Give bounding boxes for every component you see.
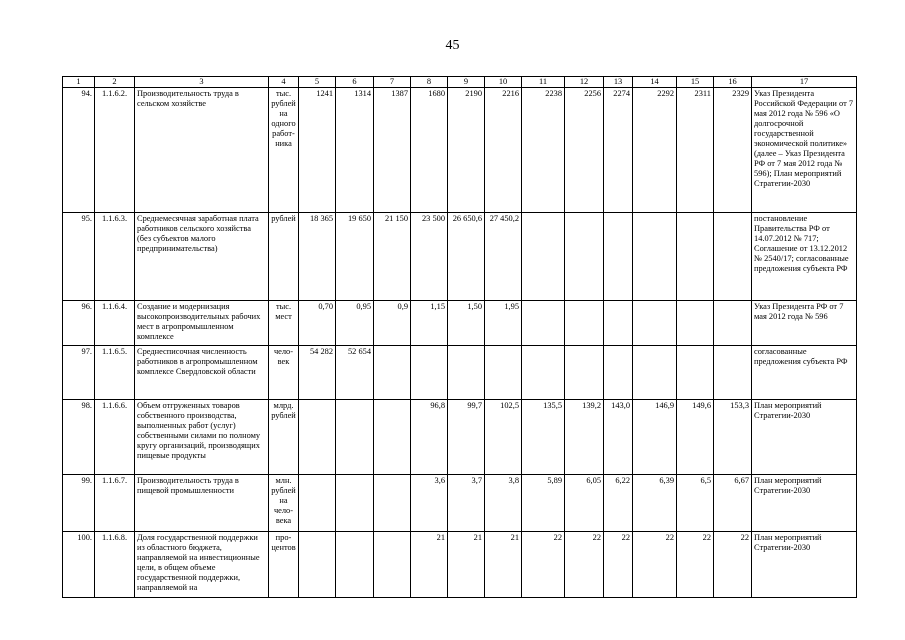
row-code: 1.1.6.5. xyxy=(95,346,135,400)
value-cell: 6,5 xyxy=(677,475,714,532)
value-cell: 96,8 xyxy=(411,400,448,475)
column-header-6: 6 xyxy=(336,77,374,88)
indicator-name: Производительность труда в пищевой промышленности xyxy=(135,475,269,532)
value-cell: 22 xyxy=(604,532,633,598)
value-cell: 1314 xyxy=(336,88,374,213)
unit-of-measure: млрд. рублей xyxy=(269,400,299,475)
value-cell: 22 xyxy=(522,532,565,598)
value-cell: 18 365 xyxy=(299,213,336,301)
value-cell: 139,2 xyxy=(565,400,604,475)
value-cell: 1241 xyxy=(299,88,336,213)
column-header-7: 7 xyxy=(374,77,411,88)
source-document: Указ Президента Российской Федерации от 7 мая 2012 года № 596 «О долгосрочной государственной экономической политике» (далее – Указ Президента РФ от 7 мая 2012 года № 596); План мероприятий Стратегии-2030 xyxy=(752,88,857,213)
table-row xyxy=(63,475,857,532)
value-cell xyxy=(336,532,374,598)
column-header-5: 5 xyxy=(299,77,336,88)
value-cell xyxy=(299,532,336,598)
value-cell: 3,7 xyxy=(448,475,485,532)
row-number: 97. xyxy=(63,346,95,400)
unit-of-measure: про-центов xyxy=(269,532,299,598)
value-cell: 0,95 xyxy=(336,301,374,346)
column-header-11: 11 xyxy=(522,77,565,88)
value-cell: 102,5 xyxy=(485,400,522,475)
value-cell xyxy=(677,213,714,301)
source-document: План мероприятий Стратегии-2030 xyxy=(752,400,857,475)
value-cell xyxy=(374,532,411,598)
column-header-14: 14 xyxy=(633,77,677,88)
value-cell: 3,8 xyxy=(485,475,522,532)
value-cell: 2256 xyxy=(565,88,604,213)
value-cell: 2311 xyxy=(677,88,714,213)
page-number: 45 xyxy=(445,38,460,53)
value-cell xyxy=(633,301,677,346)
table-row xyxy=(63,88,857,213)
value-cell: 1,50 xyxy=(448,301,485,346)
value-cell: 22 xyxy=(565,532,604,598)
value-cell: 149,6 xyxy=(677,400,714,475)
value-cell: 1680 xyxy=(411,88,448,213)
value-cell: 6,05 xyxy=(565,475,604,532)
value-cell: 22 xyxy=(677,532,714,598)
indicator-name: Объем отгруженных товаров собственного производства, выполненных работ (услуг) собственными силами по полному кругу организаций, производящих пищевые продукты xyxy=(135,400,269,475)
value-cell: 22 xyxy=(633,532,677,598)
value-cell xyxy=(411,346,448,400)
row-code: 1.1.6.4. xyxy=(95,301,135,346)
value-cell: 2238 xyxy=(522,88,565,213)
value-cell xyxy=(522,346,565,400)
value-cell: 19 650 xyxy=(336,213,374,301)
value-cell xyxy=(714,301,752,346)
value-cell: 2292 xyxy=(633,88,677,213)
value-cell xyxy=(714,213,752,301)
value-cell xyxy=(485,346,522,400)
value-cell xyxy=(633,213,677,301)
table-row xyxy=(63,532,857,598)
value-cell xyxy=(336,475,374,532)
table-row xyxy=(63,346,857,400)
row-number: 95. xyxy=(63,213,95,301)
column-header-4: 4 xyxy=(269,77,299,88)
row-number: 100. xyxy=(63,532,95,598)
value-cell: 54 282 xyxy=(299,346,336,400)
source-document: постановление Правительства РФ от 14.07.2012 № 717; Соглашение от 13.12.2012 № 2540/17; согласованные предложения субъекта РФ xyxy=(752,213,857,301)
value-cell: 2329 xyxy=(714,88,752,213)
value-cell: 21 xyxy=(485,532,522,598)
row-number: 96. xyxy=(63,301,95,346)
column-header-17: 17 xyxy=(752,77,857,88)
unit-of-measure: тыс. мест xyxy=(269,301,299,346)
value-cell xyxy=(299,400,336,475)
value-cell xyxy=(604,301,633,346)
value-cell: 21 xyxy=(448,532,485,598)
value-cell xyxy=(677,301,714,346)
value-cell: 23 500 xyxy=(411,213,448,301)
value-cell: 146,9 xyxy=(633,400,677,475)
column-header-10: 10 xyxy=(485,77,522,88)
column-header-row xyxy=(63,77,857,88)
row-code: 1.1.6.6. xyxy=(95,400,135,475)
value-cell: 52 654 xyxy=(336,346,374,400)
table-row xyxy=(63,400,857,475)
indicator-name: Доля государственной поддержки из областного бюджета, направляемой на инвестиционные цели, в общем объеме государственной поддержки, направляемой на xyxy=(135,532,269,598)
value-cell: 0,70 xyxy=(299,301,336,346)
value-cell: 2274 xyxy=(604,88,633,213)
row-number: 99. xyxy=(63,475,95,532)
value-cell xyxy=(374,475,411,532)
value-cell xyxy=(565,301,604,346)
row-number: 94. xyxy=(63,88,95,213)
column-header-9: 9 xyxy=(448,77,485,88)
value-cell xyxy=(565,213,604,301)
column-header-12: 12 xyxy=(565,77,604,88)
value-cell: 26 650,6 xyxy=(448,213,485,301)
unit-of-measure: рублей xyxy=(269,213,299,301)
column-header-2: 2 xyxy=(95,77,135,88)
value-cell xyxy=(374,346,411,400)
value-cell xyxy=(604,346,633,400)
value-cell: 6,39 xyxy=(633,475,677,532)
value-cell xyxy=(522,301,565,346)
indicator-name: Производительность труда в сельском хозяйстве xyxy=(135,88,269,213)
value-cell: 153,3 xyxy=(714,400,752,475)
column-header-13: 13 xyxy=(604,77,633,88)
value-cell xyxy=(604,213,633,301)
source-document: План мероприятий Стратегии-2030 xyxy=(752,475,857,532)
value-cell xyxy=(522,213,565,301)
row-code: 1.1.6.2. xyxy=(95,88,135,213)
value-cell: 27 450,2 xyxy=(485,213,522,301)
source-document: согласованные предложения субъекта РФ xyxy=(752,346,857,400)
value-cell xyxy=(374,400,411,475)
value-cell: 1387 xyxy=(374,88,411,213)
indicator-name: Среднемесячная заработная плата работников сельского хозяйства (без субъектов малого предпринимательства) xyxy=(135,213,269,301)
indicators-table xyxy=(62,76,857,598)
value-cell: 3,6 xyxy=(411,475,448,532)
value-cell: 2190 xyxy=(448,88,485,213)
row-number: 98. xyxy=(63,400,95,475)
value-cell xyxy=(336,400,374,475)
value-cell: 6,22 xyxy=(604,475,633,532)
value-cell: 1,15 xyxy=(411,301,448,346)
value-cell: 2216 xyxy=(485,88,522,213)
value-cell: 5,89 xyxy=(522,475,565,532)
value-cell xyxy=(299,475,336,532)
row-code: 1.1.6.7. xyxy=(95,475,135,532)
value-cell: 21 xyxy=(411,532,448,598)
unit-of-measure: млн. рублей на чело-века xyxy=(269,475,299,532)
column-header-1: 1 xyxy=(63,77,95,88)
value-cell: 22 xyxy=(714,532,752,598)
value-cell: 143,0 xyxy=(604,400,633,475)
value-cell: 21 150 xyxy=(374,213,411,301)
indicator-name: Среднесписочная численность работников в агропромышленном комплексе Свердловской области xyxy=(135,346,269,400)
row-code: 1.1.6.8. xyxy=(95,532,135,598)
value-cell: 1,95 xyxy=(485,301,522,346)
value-cell: 135,5 xyxy=(522,400,565,475)
column-header-3: 3 xyxy=(135,77,269,88)
value-cell xyxy=(565,346,604,400)
column-header-8: 8 xyxy=(411,77,448,88)
indicator-name: Создание и модернизация высокопроизводительных рабочих мест в агропромышленном комплексе xyxy=(135,301,269,346)
value-cell: 0,9 xyxy=(374,301,411,346)
column-header-15: 15 xyxy=(677,77,714,88)
column-header-16: 16 xyxy=(714,77,752,88)
unit-of-measure: чело-век xyxy=(269,346,299,400)
table-row xyxy=(63,213,857,301)
source-document: Указ Президента РФ от 7 мая 2012 года № 596 xyxy=(752,301,857,346)
value-cell xyxy=(448,346,485,400)
value-cell: 6,67 xyxy=(714,475,752,532)
value-cell xyxy=(633,346,677,400)
source-document: План мероприятий Стратегии-2030 xyxy=(752,532,857,598)
value-cell: 99,7 xyxy=(448,400,485,475)
row-code: 1.1.6.3. xyxy=(95,213,135,301)
value-cell xyxy=(677,346,714,400)
table-row xyxy=(63,301,857,346)
unit-of-measure: тыс. рублей на одного работ-ника xyxy=(269,88,299,213)
value-cell xyxy=(714,346,752,400)
